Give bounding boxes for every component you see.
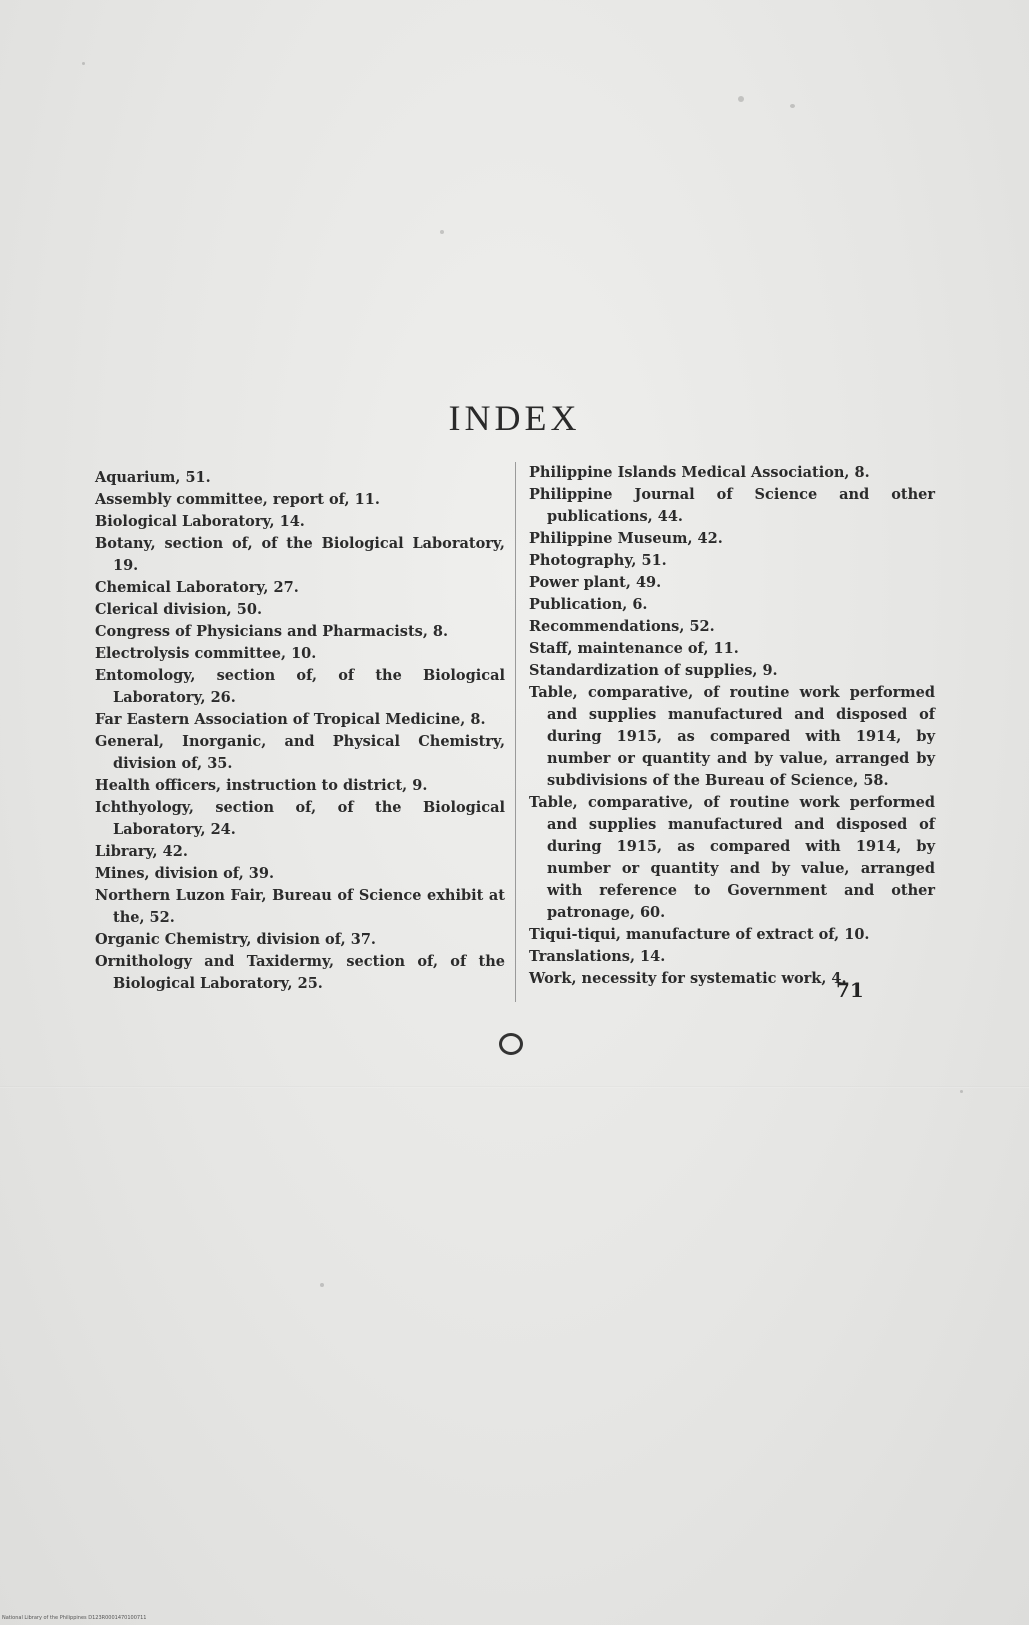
index-entry: Assembly committee, report of, 11. [95,491,380,508]
column-divider [515,462,516,1002]
index-entry: Translations, 14. [529,948,666,965]
index-entry: Biological Laboratory, 14. [95,513,305,530]
scan-fold-line [0,1086,1029,1088]
index-entry: Entomology, section of, of the Biological Laboratory, 26. [95,667,505,706]
index-entry: Organic Chemistry, division of, 37. [95,931,376,948]
index-entry: Publication, 6. [529,596,648,613]
index-entry: Botany, section of, of the Biological Laboratory, 19. [95,535,505,574]
index-entry: Chemical Laboratory, 27. [95,579,299,596]
scan-footer-note: National Library of the Philippines D123R0001470100711 [2,1615,147,1621]
dust-speck [738,96,744,102]
index-entry: General, Inorganic, and Physical Chemistry, division of, 35. [95,733,505,772]
index-entry: Photography, 51. [529,552,667,569]
index-entry: Far Eastern Association of Tropical Medicine, 8. [95,711,486,728]
ring-mark-icon [499,1033,523,1055]
index-entry: Tiqui-tiqui, manufacture of extract of, 10. [529,926,870,943]
dust-speck [320,1283,324,1287]
index-entry: Ornithology and Taxidermy, section of, of the Biological Laboratory, 25. [95,953,505,992]
index-entry: Aquarium, 51. [95,469,211,486]
index-entry: Work, necessity for systematic work, 4. [529,970,847,987]
index-entry: Philippine Islands Medical Association, 8. [529,464,870,481]
index-entry: Mines, division of, 39. [95,865,275,882]
index-right-column [529,462,935,990]
index-entry: Power plant, 49. [529,574,662,591]
index-entry: Northern Luzon Fair, Bureau of Science exhibit at the, 52. [95,887,505,926]
index-entry: Standardization of supplies, 9. [529,662,778,679]
dust-speck [960,1090,963,1093]
index-entry: Table, comparative, of routine work performed and supplies manufactured and disposed of during 1915, as compared with 1914, by number or quantity and by value, arranged by subdivisions of the Bureau of Science, 58. [529,684,935,789]
index-entry: Staff, maintenance of, 11. [529,640,739,657]
dust-speck [790,104,795,108]
dust-speck [82,62,85,65]
index-left-column [95,467,505,995]
index-entry: Electrolysis committee, 10. [95,645,317,662]
index-entry: Philippine Museum, 42. [529,530,723,547]
index-title: INDEX [448,398,581,438]
index-entry: Recommendations, 52. [529,618,715,635]
page-number: 71 [836,978,864,1002]
index-entry: Congress of Physicians and Pharmacists, 8. [95,623,449,640]
index-entry: Library, 42. [95,843,188,860]
index-entry: Health officers, instruction to district, 9. [95,777,428,794]
index-entry: Clerical division, 50. [95,601,262,618]
index-entry: Philippine Journal of Science and other publications, 44. [529,486,935,525]
index-entry: Table, comparative, of routine work performed and supplies manufactured and disposed of during 1915, as compared with 1914, by number or quantity and by value, arranged with reference to Government and other patronage, 60. [529,794,935,921]
dust-speck [440,230,444,234]
index-entry: Ichthyology, section of, of the Biological Laboratory, 24. [95,799,505,838]
